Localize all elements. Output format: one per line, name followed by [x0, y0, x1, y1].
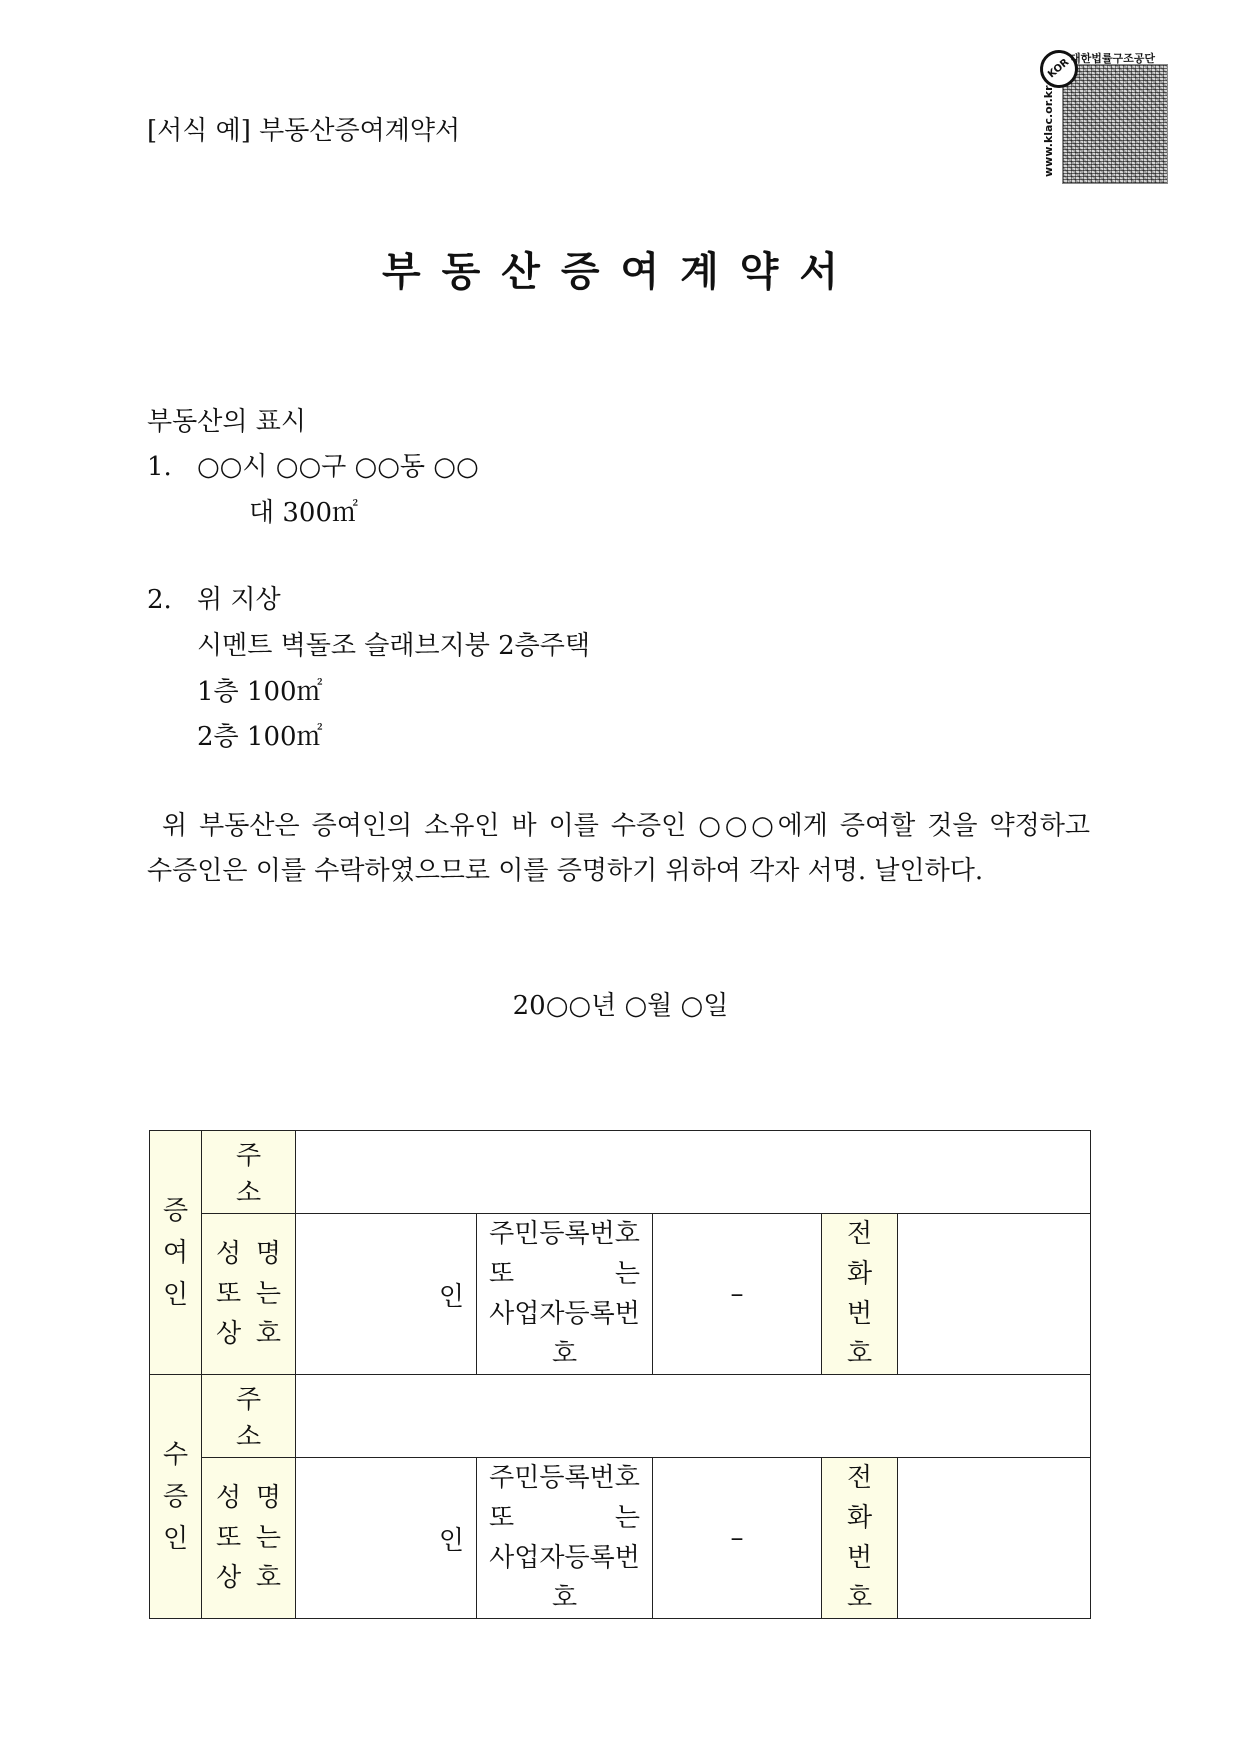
donee-address-field[interactable] — [296, 1375, 1091, 1458]
item-1-number: 1. — [147, 452, 172, 482]
item-2-line-3: 1층 100㎡ — [197, 677, 323, 707]
contract-date: 20○○년 ○월 ○일 — [512, 991, 729, 1021]
donee-reg-no-field[interactable] — [653, 1458, 822, 1619]
donor-name-label: 성 명 또 는 상 호 — [202, 1214, 296, 1375]
donee-address-label: 주 소 — [202, 1375, 296, 1458]
stamp-org-name: 대한법률구조공단 — [1070, 52, 1156, 65]
item-1-location: ○○시 ○○구 ○○동 ○○ — [197, 452, 479, 482]
donor-address-label: 주 소 — [202, 1131, 296, 1214]
qr-code-image — [1062, 64, 1168, 184]
donee-name-field[interactable] — [296, 1458, 477, 1619]
donee-label: 수 증 인 — [150, 1375, 202, 1619]
donee-name-label: 성 명 또 는 상 호 — [202, 1458, 296, 1619]
donee-reg-no-label: 주민등록번호 또 는 사업자등록번호 — [477, 1458, 653, 1619]
item-1-area: 대 300㎡ — [249, 498, 359, 528]
kor-badge-icon: KOR — [1032, 42, 1086, 96]
property-heading: 부동산의 표시 — [147, 407, 306, 437]
donor-phone-field[interactable] — [898, 1214, 1091, 1375]
donor-seal-mark: 인 — [438, 1281, 464, 1312]
donor-address-row — [150, 1131, 1091, 1214]
donor-reg-no-label: 주민등록번호 또 는 사업자등록번호 — [477, 1214, 653, 1375]
donor-phone-label: 전 화 번 호 — [822, 1214, 898, 1375]
donor-name-row — [150, 1214, 1091, 1375]
stamp-url: www.klac.or.kr — [1042, 85, 1055, 177]
donor-reg-no-field[interactable] — [653, 1214, 822, 1375]
form-example-label: [서식 예] 부동산증여계약서 — [147, 116, 461, 146]
item-2-line-4: 2층 100㎡ — [197, 722, 323, 752]
document-title: 부동산증여계약서 — [381, 248, 860, 295]
item-2-number: 2. — [147, 585, 172, 615]
item-2-line-1: 위 지상 — [197, 585, 281, 615]
klac-stamp — [1040, 50, 1170, 186]
donor-label: 증 여 인 — [150, 1131, 202, 1375]
signature-table — [149, 1130, 1091, 1619]
donee-name-row — [150, 1458, 1091, 1619]
donee-phone-field[interactable] — [898, 1458, 1091, 1619]
donee-address-row — [150, 1375, 1091, 1458]
body-line-2: 수증인은 이를 수락하였으므로 이를 증명하기 위하여 각자 서명. 날인하다. — [147, 856, 984, 886]
donor-reg-no-dash: – — [730, 1279, 744, 1309]
donor-address-field[interactable] — [296, 1131, 1091, 1214]
donor-name-field[interactable] — [296, 1214, 477, 1375]
donee-reg-no-dash: – — [730, 1523, 744, 1553]
donee-seal-mark: 인 — [438, 1525, 464, 1556]
donee-phone-label: 전 화 번 호 — [822, 1458, 898, 1619]
item-2-line-2: 시멘트 벽돌조 슬래브지붕 2층주택 — [197, 631, 590, 661]
body-line-1: 위 부동산은 증여인의 소유인 바 이를 수증인 ○○○에게 증여할 것을 약정하고 — [162, 811, 1090, 841]
